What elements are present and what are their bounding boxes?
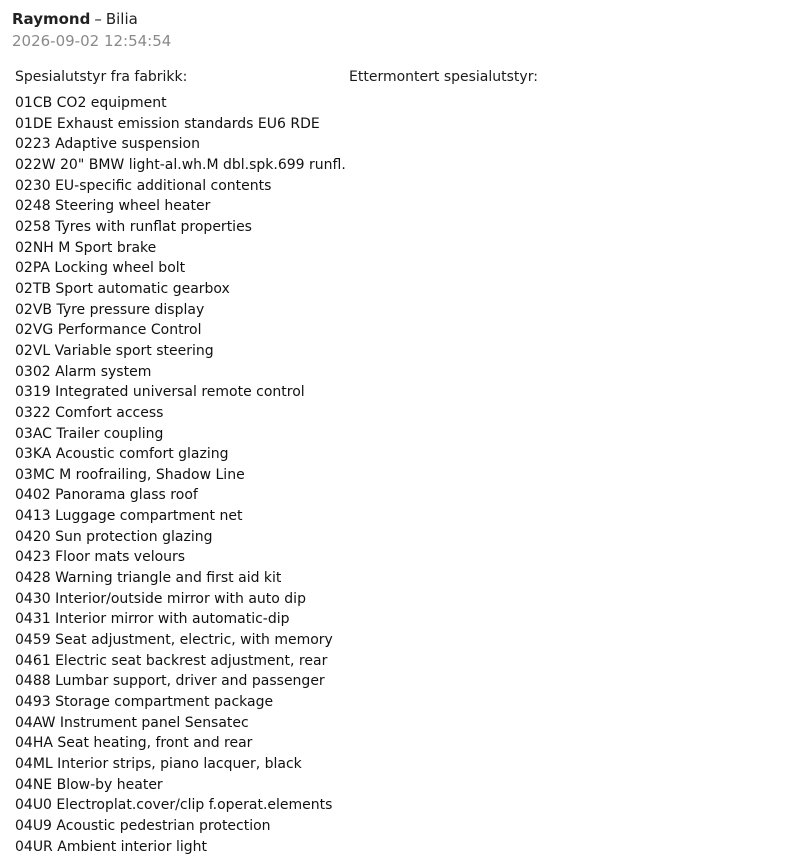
list-item: 0430 Interior/outside mirror with auto dip: [15, 590, 306, 607]
list-item: 04ML Interior strips, piano lacquer, black: [15, 756, 302, 772]
sender-separator: –: [94, 10, 102, 28]
retrofit-equipment-column: [349, 68, 649, 857]
list-item: 0459 Seat adjustment, electric, with memory: [15, 632, 333, 649]
list-item: 04U0 Electroplat.cover/clip f.operat.elements: [15, 797, 333, 814]
list-item: 0488 Lumbar support, driver and passenger: [15, 673, 325, 690]
list-item: 0402 Panorama glass roof: [15, 487, 198, 504]
list-item: 0258 Tyres with runflat properties: [15, 218, 252, 235]
list-item: 04AW Instrument panel Sensatec: [15, 714, 249, 731]
list-item: 022W 20" BMW light-al.wh.M dbl.spk.699 runfl.: [15, 156, 346, 173]
list-item: 04U9 Acoustic pedestrian protection: [15, 817, 271, 834]
retrofit-equipment-heading: Ettermontert spesialutstyr:: [349, 69, 538, 85]
list-item: 0223 Adaptive suspension: [15, 136, 200, 153]
list-item: 01CB CO2 equipment: [15, 95, 167, 111]
list-item: 0428 Warning triangle and first aid kit: [15, 570, 282, 587]
list-item: 03KA Acoustic comfort glazing: [15, 446, 229, 463]
list-item: 0322 Comfort access: [15, 404, 164, 421]
list-item: 04UR Ambient interior light: [15, 838, 207, 855]
list-item: 04HA Seat heating, front and rear: [15, 735, 253, 752]
list-item: 04NE Blow-by heater: [15, 776, 163, 793]
list-item: 02NH M Sport brake: [15, 239, 157, 256]
message-header: [12, 10, 171, 51]
list-item: 01DE Exhaust emission standards EU6 RDE: [15, 115, 320, 132]
factory-equipment-heading: Spesialutstyr fra fabrikk:: [15, 69, 188, 85]
list-item: 0319 Integrated universal remote control: [15, 384, 305, 401]
sender-name[interactable]: Raymond: [12, 10, 91, 28]
message-timestamp: 2026-09-02 12:54:54: [12, 32, 172, 50]
list-item: 02PA Locking wheel bolt: [15, 260, 186, 277]
list-item: 0423 Floor mats velours: [15, 549, 186, 566]
list-item: 03AC Trailer coupling: [15, 425, 164, 442]
list-item: 0230 EU-specific additional contents: [15, 177, 272, 194]
list-item: 02TB Sport automatic gearbox: [15, 280, 230, 297]
list-item: 02VB Tyre pressure display: [15, 301, 205, 318]
list-item: 0493 Storage compartment package: [15, 694, 274, 711]
equipment-table: [15, 68, 649, 857]
sender-organization: Bilia: [105, 10, 138, 28]
list-item: 02VL Variable sport steering: [15, 342, 214, 359]
list-item: 0431 Interior mirror with automatic-dip: [15, 611, 290, 628]
list-item: 03MC M roofrailing, Shadow Line: [15, 466, 245, 483]
list-item: 0248 Steering wheel heater: [15, 198, 211, 215]
factory-equipment-column: [15, 68, 349, 857]
factory-equipment-list: [15, 93, 349, 857]
list-item: 0413 Luggage compartment net: [15, 508, 243, 525]
list-item: 0420 Sun protection glazing: [15, 528, 213, 545]
list-item: 02VG Performance Control: [15, 322, 202, 339]
list-item: 0302 Alarm system: [15, 363, 152, 380]
sender-line: [12, 10, 171, 29]
list-item: 0461 Electric seat backrest adjustment, rear: [15, 652, 328, 669]
